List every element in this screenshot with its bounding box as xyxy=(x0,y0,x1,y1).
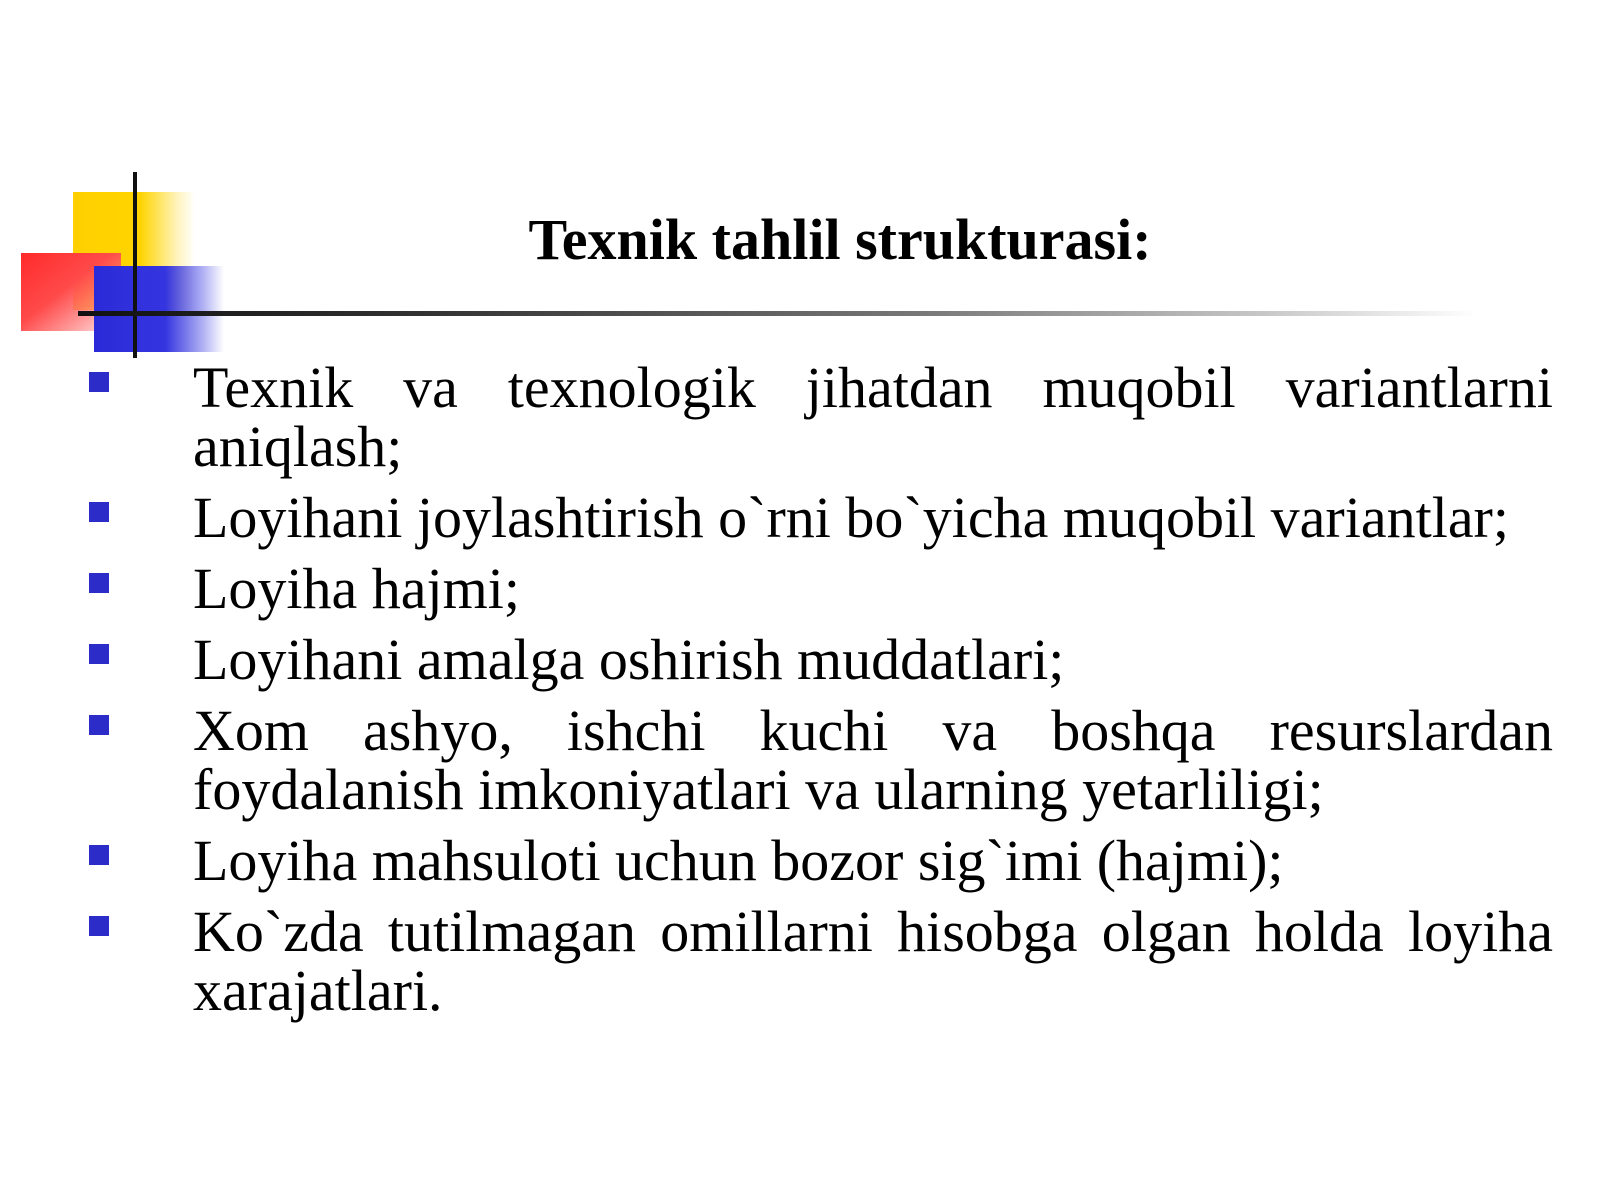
bullet-item xyxy=(0,698,1553,822)
bullet-text: Xom ashyo, ishchi kuchi va boshqa resurslardan foydalanish imkoniyatlari va ularning yetarliligi; xyxy=(193,698,1553,822)
bullet-item xyxy=(0,355,1553,479)
bullet-text: Texnik va texnologik jihatdan muqobil variantlarni aniqlash; xyxy=(193,355,1553,479)
square-bullet-icon xyxy=(89,644,109,664)
slide-title: Texnik tahlil strukturasi: xyxy=(528,207,1152,272)
bullet-text: Loyihani joylashtirish o`rni bo`yicha muqobil variantlar; xyxy=(193,485,1509,550)
bullet-item xyxy=(0,627,1553,692)
bullet-list xyxy=(0,355,1600,1032)
square-bullet-icon xyxy=(89,372,109,392)
bullet-text: Loyiha mahsuloti uchun bozor sig`imi (hajmi); xyxy=(193,828,1284,893)
bullet-item xyxy=(0,899,1553,1023)
square-bullet-icon xyxy=(89,916,109,936)
bullet-text: Loyiha hajmi; xyxy=(193,556,520,621)
blue-square-decoration xyxy=(94,266,224,352)
square-bullet-icon xyxy=(89,502,109,522)
square-bullet-icon xyxy=(89,715,109,735)
bullet-item xyxy=(0,485,1553,550)
bullet-text: Loyihani amalga oshirish muddatlari; xyxy=(193,627,1065,692)
square-bullet-icon xyxy=(89,573,109,593)
title-underline xyxy=(78,311,1478,316)
square-bullet-icon xyxy=(89,845,109,865)
bullet-text: Ko`zda tutilmagan omillarni hisobga olgan holda loyiha xarajatlari. xyxy=(193,899,1553,1023)
bullet-item xyxy=(0,556,1553,621)
vertical-rule xyxy=(133,172,137,358)
bullet-item xyxy=(0,828,1553,893)
